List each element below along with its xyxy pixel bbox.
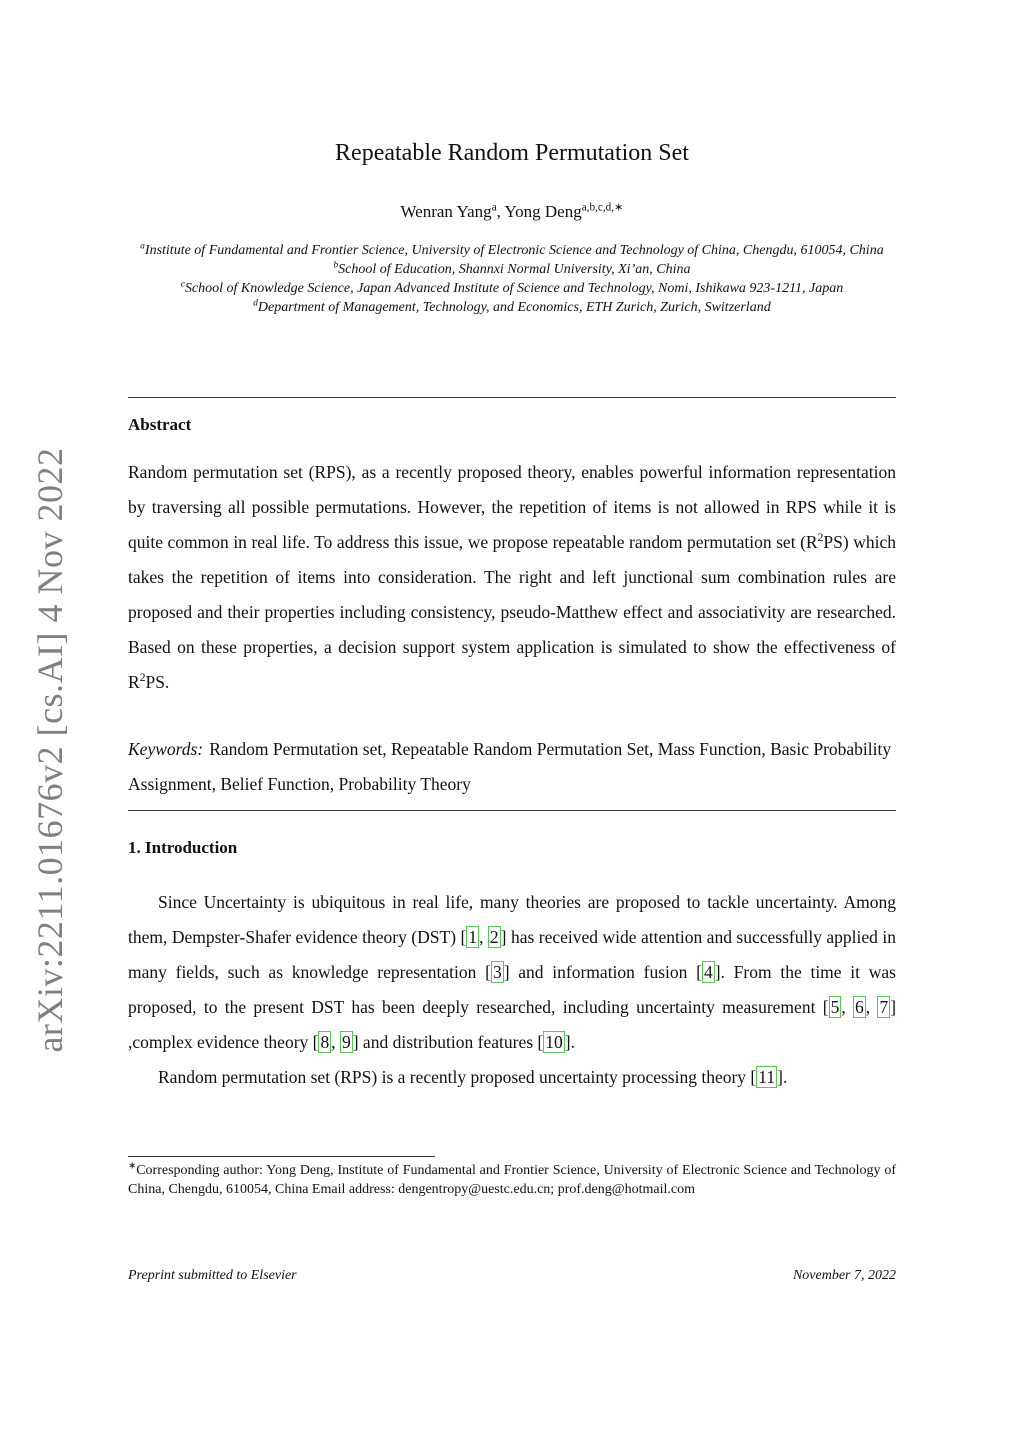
paragraph-text: Random permutation set (RPS) is a recently proposed uncertainty processing theory [: [158, 1067, 757, 1087]
keywords: [128, 732, 896, 802]
paragraph-text: Since Uncertainty is ubiquitous in real life, many theories are proposed to tackle uncertainty. Among them, Dempster-Shafer evidence theory (DST) [: [128, 892, 896, 947]
footnote: [128, 1161, 896, 1199]
author-affil-mark: a: [491, 201, 497, 214]
abstract-superscript: 2: [139, 672, 146, 685]
affiliation-d: [140, 298, 884, 317]
author-name: Yong Deng: [504, 202, 582, 221]
footer-date: November 7, 2022: [792, 1268, 896, 1283]
affiliation-mark: c: [180, 278, 185, 289]
paragraph-text: ,: [865, 997, 878, 1017]
paragraph-text: ]. From the time it was proposed, to the present DST has been deeply researched, including uncertainty measurement [: [128, 962, 896, 1017]
citation-link[interactable]: 1: [468, 927, 478, 947]
affiliation-b: [140, 260, 884, 279]
footnote-text: Corresponding author: Yong Deng, Institute of Fundamental and Frontier Science, University of Electronic Science and Technology of China, Chengdu, 610054, China Email address: dengentropy@uestc.edu.cn; prof.deng@hotmail.com: [128, 1163, 896, 1197]
footnote-rule: [128, 1156, 435, 1157]
citation-link[interactable]: 8: [320, 1032, 330, 1052]
paragraph-text: ,: [331, 1032, 340, 1052]
introduction-body: [128, 885, 896, 1095]
paragraph-text: ] has received wide attention and successfully applied in many fields, such as knowledge representation [: [128, 927, 897, 982]
paragraph-text: ] and distribution features [: [352, 1032, 544, 1052]
affiliation-text: Institute of Fundamental and Frontier Science, University of Electronic Science and Technology of China, Chengdu, 610054, China: [144, 243, 884, 258]
affiliation-text: School of Knowledge Science, Japan Advanced Institute of Science and Technology, Nomi, Ishikawa 923-1211, Japan: [184, 281, 844, 296]
citation-link[interactable]: 11: [758, 1067, 776, 1087]
paragraph-text: ].: [564, 1032, 575, 1052]
paragraph-text: ,: [479, 927, 488, 947]
abstract-text: [128, 455, 896, 700]
keywords-text: Random Permutation set, Repeatable Random Permutation Set, Mass Function, Basic Probability Assignment, Belief Function, Probability Theory: [128, 739, 892, 794]
affiliation-text: Department of Management, Technology, and Economics, ETH Zurich, Zurich, Switzerland: [257, 300, 771, 315]
abstract-text-part: Random permutation set (RPS), as a recently proposed theory, enables powerful information representation by traversing all possible permutations. However, the repetition of items is not allowed in RPS while it is quite common in real life. To address this issue, we propose repeatable random permutation set (R: [128, 462, 896, 552]
citation-link[interactable]: 6: [855, 997, 864, 1017]
author-name: Wenran Yang: [400, 202, 492, 221]
author-list: [0, 202, 1024, 222]
affiliation-a: [140, 241, 884, 260]
affiliation-mark: a: [140, 240, 145, 251]
affiliations: [140, 241, 884, 317]
affiliation-mark: d: [253, 297, 258, 308]
paragraph: [128, 1060, 896, 1095]
paragraph: [128, 885, 896, 1060]
abstract-top-rule: [128, 397, 896, 398]
abstract-superscript: 2: [817, 532, 824, 545]
abstract-text-part: PS.: [145, 672, 170, 692]
abstract-text-part: PS) which takes the repetition of items into consideration. The right and left junctional sum combination rules are proposed and their properties including consistency, pseudo-Matthew effect and associativity are researched. Based on these properties, a decision support system application is simulated to show the effectiveness of R: [128, 532, 896, 692]
abstract-heading: Abstract: [128, 415, 192, 434]
citation-link[interactable]: 3: [492, 962, 502, 982]
affiliation-text: School of Education, Shannxi Normal University, Xi’an, China: [338, 262, 691, 277]
keywords-label: Keywords:: [128, 739, 204, 759]
paragraph-text: ,: [841, 997, 853, 1017]
affiliation-c: [140, 279, 884, 298]
citation-link[interactable]: 2: [489, 927, 499, 947]
citation-link[interactable]: 5: [830, 997, 840, 1017]
paragraph-text: ] and information fusion [: [503, 962, 702, 982]
footnote-mark: ∗: [128, 1160, 137, 1172]
citation-link[interactable]: 4: [703, 962, 713, 982]
paragraph-text: ] ,complex evidence theory [: [128, 997, 897, 1052]
arxiv-identifier[interactable]: arXiv:2211.01676v2 [cs.AI] 4 Nov 2022: [30, 447, 70, 1053]
citation-link[interactable]: 7: [879, 997, 889, 1017]
paper-title: Repeatable Random Permutation Set: [335, 140, 689, 166]
citation-link[interactable]: 9: [341, 1032, 351, 1052]
author-separator: ,: [496, 202, 505, 221]
citation-link[interactable]: 10: [545, 1032, 563, 1052]
footer-journal: Preprint submitted to Elsevier: [128, 1268, 297, 1283]
paragraph-text: ].: [777, 1067, 788, 1087]
author-affil-mark: a,b,c,d,∗: [581, 201, 624, 214]
affiliation-mark: b: [333, 259, 339, 270]
section-heading-introduction: 1. Introduction: [128, 838, 238, 857]
abstract-bottom-rule: [128, 810, 896, 811]
